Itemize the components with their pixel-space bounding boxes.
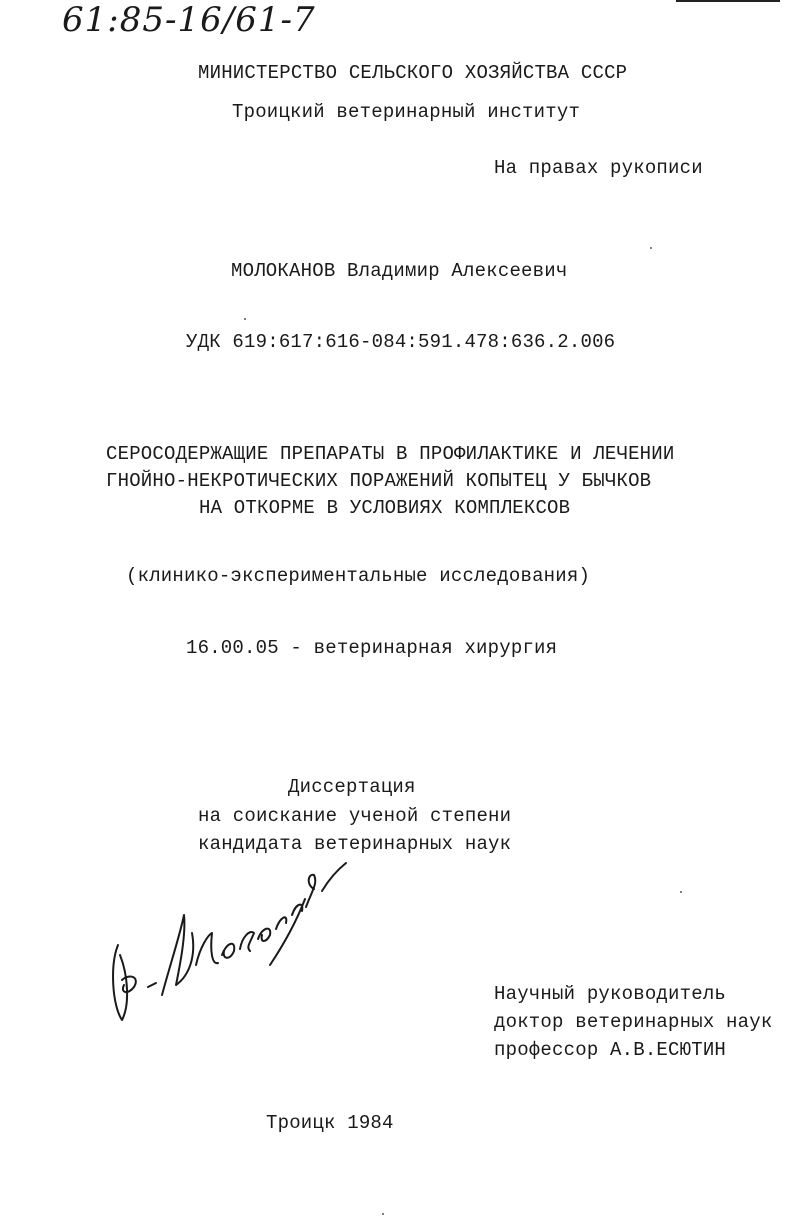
archive-number: 61:85-16/61-7 bbox=[62, 0, 316, 40]
manuscript-note: На правах рукописи bbox=[494, 157, 703, 179]
title-line-1: СЕРОСОДЕРЖАЩИЕ ПРЕПАРАТЫ В ПРОФИЛАКТИКЕ И ЛЕЧЕНИИ bbox=[106, 443, 675, 465]
udc-code: УДК 619:617:616-084:591.478:636.2.006 bbox=[186, 331, 616, 353]
scan-speck bbox=[382, 1213, 384, 1215]
dissertation-line-3: кандидата ветеринарных наук bbox=[198, 833, 512, 855]
supervisor-line-3: профессор А.В.ЕСЮТИН bbox=[494, 1039, 727, 1061]
top-edge-rule bbox=[676, 0, 780, 2]
supervisor-line-1: Научный руководитель bbox=[494, 983, 727, 1005]
supervisor-line-2: доктор ветеринарных наук bbox=[494, 1011, 773, 1033]
institute: Троицкий ветеринарный институт bbox=[232, 101, 581, 123]
author-name: МОЛОКАНОВ Владимир Алексеевич bbox=[231, 260, 568, 282]
dissertation-line-2: на соискание ученой степени bbox=[198, 805, 512, 827]
title-line-3: НА ОТКОРМЕ В УСЛОВИЯХ КОМПЛЕКСОВ bbox=[199, 497, 571, 519]
ministry: МИНИСТЕРСТВО СЕЛЬСКОГО ХОЗЯЙСТВА СССР bbox=[198, 62, 628, 84]
title-line-2: ГНОЙНО-НЕКРОТИЧЕСКИХ ПОРАЖЕНИЙ КОПЫТЕЦ У БЫЧКОВ bbox=[106, 470, 652, 492]
city-and-year: Троицк 1984 bbox=[266, 1112, 394, 1134]
scan-speck bbox=[680, 891, 682, 893]
dissertation-line-1: Диссертация bbox=[288, 776, 416, 798]
subtitle: (клинико-экспериментальные исследования) bbox=[126, 565, 591, 587]
handwritten-signature bbox=[100, 855, 360, 1030]
scan-speck bbox=[244, 318, 246, 320]
scan-speck bbox=[650, 247, 652, 249]
specialty: 16.00.05 - ветеринарная хирургия bbox=[186, 637, 558, 659]
